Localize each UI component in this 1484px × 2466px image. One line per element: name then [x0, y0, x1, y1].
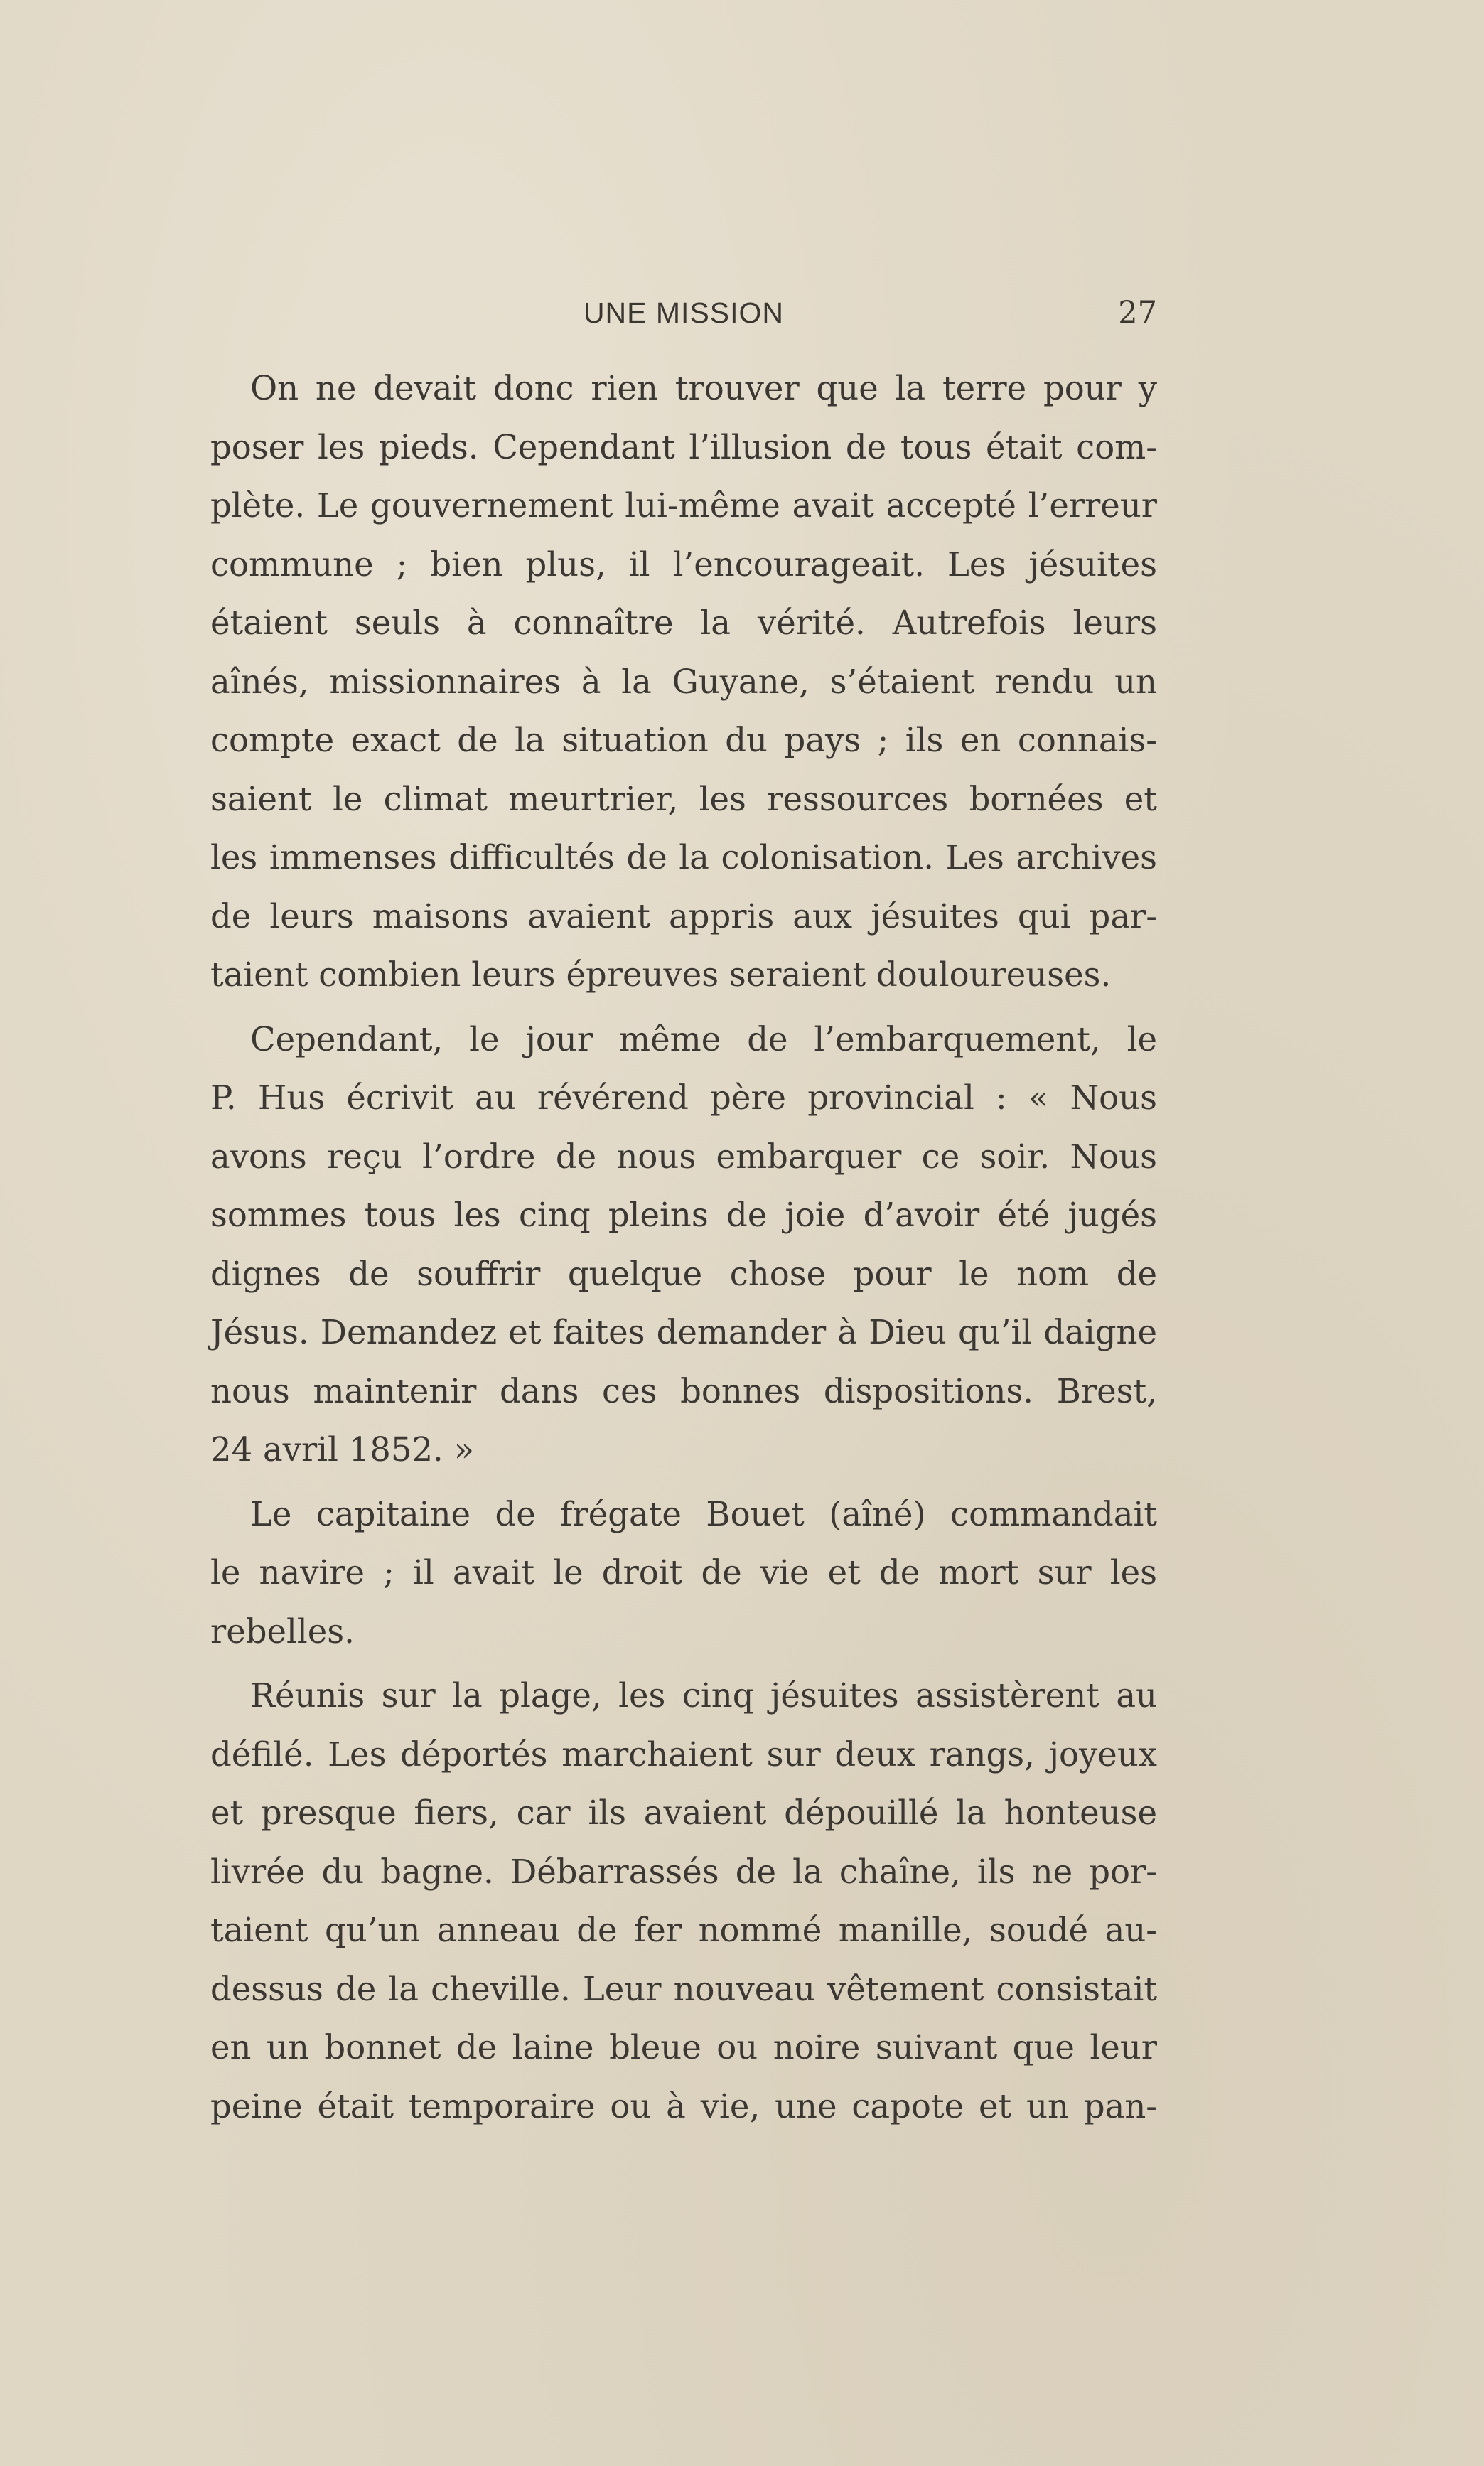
text-line: taient combien leurs épreuves seraient douloureuses. [210, 955, 1112, 994]
text-line: de leurs maisons avaient appris aux jésuites qui par- [210, 896, 1157, 936]
text-line: Réunis sur la plage, les cinq jésuites assistèrent au [250, 1676, 1157, 1715]
page-number: 27 [1118, 295, 1157, 331]
body-text [210, 359, 1157, 2135]
page-header [210, 291, 1157, 334]
text-line: poser les pieds. Cependant l’illusion de tous était com- [210, 427, 1157, 466]
text-line: On ne devait donc rien trouver que la terre pour y [250, 369, 1157, 407]
text-line: aînés, missionnaires à la Guyane, s’étaient rendu un [210, 662, 1157, 701]
text-line: commune ; bien plus, il l’encourageait. Les jésuites [210, 545, 1157, 584]
text-line: Le capitaine de frégate Bouet (aîné) commandait [250, 1494, 1157, 1533]
text-line: nous maintenir dans ces bonnes dispositions. Brest, [210, 1371, 1157, 1410]
text-line: dignes de souffrir quelque chose pour le nom de [210, 1254, 1157, 1293]
text-line: dessus de la cheville. Leur nouveau vêtement consistait [210, 1969, 1157, 2008]
running-title: UNE MISSION [583, 296, 785, 329]
paragraph [210, 1485, 1157, 1661]
text-line: compte exact de la situation du pays ; ils en connais- [210, 721, 1157, 759]
text-line: Jésus. Demandez et faites demander à Dieu qu’il daigne [210, 1313, 1157, 1351]
text-line: plète. Le gouvernement lui-même avait accepté l’erreur [210, 486, 1157, 525]
text-line: peine était temporaire ou à vie, une capote et un pan- [210, 2086, 1157, 2125]
text-line: livrée du bagne. Débarrassés de la chaîne, ils ne por- [210, 1852, 1157, 1891]
text-line: défilé. Les déportés marchaient sur deux rangs, joyeux [210, 1735, 1157, 1774]
text-line: taient qu’un anneau de fer nommé manille, soudé au- [210, 1911, 1157, 1949]
paragraph [210, 359, 1157, 1004]
text-line: avons reçu l’ordre de nous embarquer ce soir. Nous [210, 1137, 1157, 1176]
text-line: en un bonnet de laine bleue ou noire suivant que leur [210, 2028, 1157, 2066]
text-line: et presque fiers, car ils avaient dépouillé la honteuse [210, 1794, 1157, 1832]
text-line: sommes tous les cinq pleins de joie d’avoir été jugés [210, 1196, 1157, 1234]
paragraph [210, 1010, 1157, 1479]
text-line: le navire ; il avait le droit de vie et de mort sur les [210, 1553, 1157, 1592]
text-line: Cependant, le jour même de l’embarquement, le [250, 1019, 1157, 1058]
text-line: rebelles. [210, 1612, 355, 1651]
text-line: étaient seuls à connaître la vérité. Autrefois leurs [210, 604, 1157, 642]
text-line: les immenses difficultés de la colonisation. Les archives [210, 838, 1157, 876]
paragraph [210, 1666, 1157, 2135]
text-line: P. Hus écrivit au révérend père provincial : « Nous [210, 1078, 1157, 1117]
text-line: 24 avril 1852. » [210, 1430, 475, 1469]
text-line: saient le climat meurtrier, les ressources bornées et [210, 779, 1157, 818]
